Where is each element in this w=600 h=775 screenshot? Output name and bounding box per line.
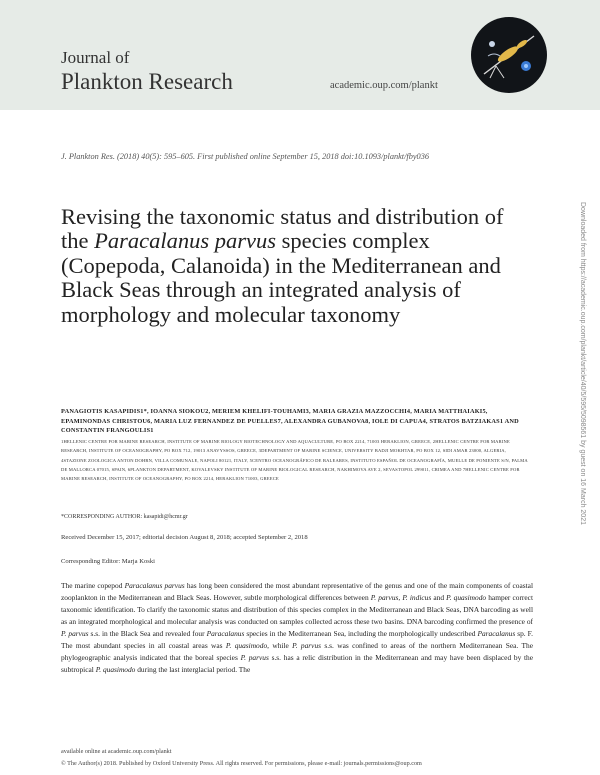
journal-url-link[interactable]: academic.oup.com/plankt: [330, 80, 438, 91]
species-name: Paracalanus: [206, 629, 245, 638]
abstract-text: , while: [267, 641, 293, 650]
citation-line: J. Plankton Res. (2018) 40(5): 595–605. First published online September 15, 2018 doi:10.1093/plankt/fby036: [61, 152, 430, 161]
journal-logo-icon: [470, 16, 548, 94]
species-name: Paracalanus parvus: [124, 581, 185, 590]
footer-availability: available online at academic.oup.com/plankt: [61, 748, 172, 755]
species-name: P. parvus: [240, 653, 269, 662]
species-name: P. quasimodo: [446, 593, 487, 602]
abstract-text: s.s. in the Black Sea and revealed four: [88, 629, 207, 638]
corresponding-editor: Corresponding Editor: Marja Koski: [61, 558, 155, 565]
journal-name-line2: Plankton Research: [61, 69, 233, 94]
species-name: P. parvus: [61, 629, 89, 638]
article-title: [61, 205, 531, 327]
abstract-text: has long been considered the most abundant representative of the genus and one of the main components of coastal zooplankton in the Mediterranean and Black Seas. However, subtle morphological differences between: [61, 581, 534, 602]
abstract-text: The marine copepod: [61, 581, 125, 590]
footer-copyright: © The Author(s) 2018. Published by Oxford University Press. All rights reserved. For permissions, please e-mail: journals.permissions@oup.com: [61, 760, 422, 767]
abstract: [61, 580, 533, 676]
title-part2: species complex (Copepoda, Calanoida) in the Mediterranean and Black Seas through an integrated analysis of morphology and molecular taxonomy: [61, 228, 501, 327]
abstract-text: and: [431, 593, 447, 602]
affiliations: 1HELLENIC CENTRE FOR MARINE RESEARCH, INSTITUTE OF MARINE BIOLOGY BIOTECHNOLOGY AND AQUACULTURE, PO BOX 2214, 71003 HERAKLION, GREECE, 2HELLENIC CENTRE FOR MARINE RESEARCH, INSTITUTE OF OCEANOGRAPHY, PO BOX 712, 19013 ANAVYSSOS, GREECE, 3DEPARTMENT OF MARINE SCIENCE, UNIVERSITY BADJI MOKHTAR, PO BOX 12, SIDI AMAR 23000, ALGERIA, 4STAZIONE ZOOLOGICA ANTON DOHRN, VILLA COMUNALE, NAPOLI 80121, ITALY, 5CENTRO OCEANOGRÁFICO DE BALEARES, INSTITUTO ESPAÑOL DE OCEANOGRAFÍA, MUELLE DE PONIENTE S/N, PALMA DE MALLORCA 07015, SPAIN, 6PLANKTON DEPARTMENT, KOVALEVSKY INSTITUTE OF MARINE BIOLOGICAL RESEARCH, NAKHIMOVA AVE 2, SEVASTOPOL 299011, CRIMEA AND 7HELLENIC CENTRE FOR MARINE RESEARCH, INSTITUTE OF OCEANOGRAPHY, PO BOX 2214, HERAKLION 71003, GREECE: [61, 439, 528, 482]
abstract-text: hamper correct taxonomic identification. To clarify the taxonomic status and distribution of this species complex in the Mediterranean and Black Seas, DNA barcoding as well as an integrated morphological and molecular analysis was conducted on samples collected across these two basins. DNA barcoding confirmed the presence of: [61, 593, 534, 626]
species-name: P. quasimodo: [95, 665, 136, 674]
species-name: P. quasimodo: [225, 641, 268, 650]
species-name: P. indicus: [402, 593, 432, 602]
abstract-text: s.s. has a relic distribution in the Mediterranean and may have been displaced by the subtropical: [61, 653, 534, 674]
author-list: PANAGIOTIS KASAPIDIS1*, IOANNA SIOKOU2, MERIEM KHELIFI-TOUHAMI3, MARIA GRAZIA MAZZOCCHI4, MARIA MATTHAIAKI5, EPAMINONDAS CHRISTOU6, MARIA LUZ FERNANDEZ DE PUELLES7, ALEXANDRA GUBANOVA8, IOLE DI CAPUA4, STRATOS BATZIAKAS1 AND CONSTANTIN FRANGOULIS1: [61, 408, 519, 435]
abstract-text: ,: [398, 593, 403, 602]
download-side-note: Downloaded from https://academic.oup.com/plankt/article/40/5/595/5098561 by guest on 16 March 2021: [579, 202, 586, 525]
abstract-text: s.s. was confined to areas of the northern Mediterranean Sea. The phylogeographic analysis indicated that the boreal species: [61, 641, 533, 662]
species-name: Paracalanus: [477, 629, 516, 638]
species-name: P. parvus: [370, 593, 399, 602]
abstract-text: species in the Mediterranean Sea, including the morphologically undescribed: [244, 629, 478, 638]
abstract-text: during the last interglacial period. The: [135, 665, 251, 674]
title-part1: Revising the taxonomic status and distribution of the: [61, 204, 504, 254]
abstract-text: sp. F. The most abundant species in all coastal areas was: [61, 629, 533, 650]
corresponding-author: *CORRESPONDING AUTHOR: kasapidi@hcmr.gr: [61, 514, 188, 520]
species-name: P. parvus: [292, 641, 322, 650]
journal-name-line1: Journal of: [61, 48, 130, 67]
title-species: Paracalanus parvus: [94, 228, 276, 254]
received-dates: Received December 15, 2017; editorial decision August 8, 2018; accepted September 2, 2018: [61, 534, 308, 541]
